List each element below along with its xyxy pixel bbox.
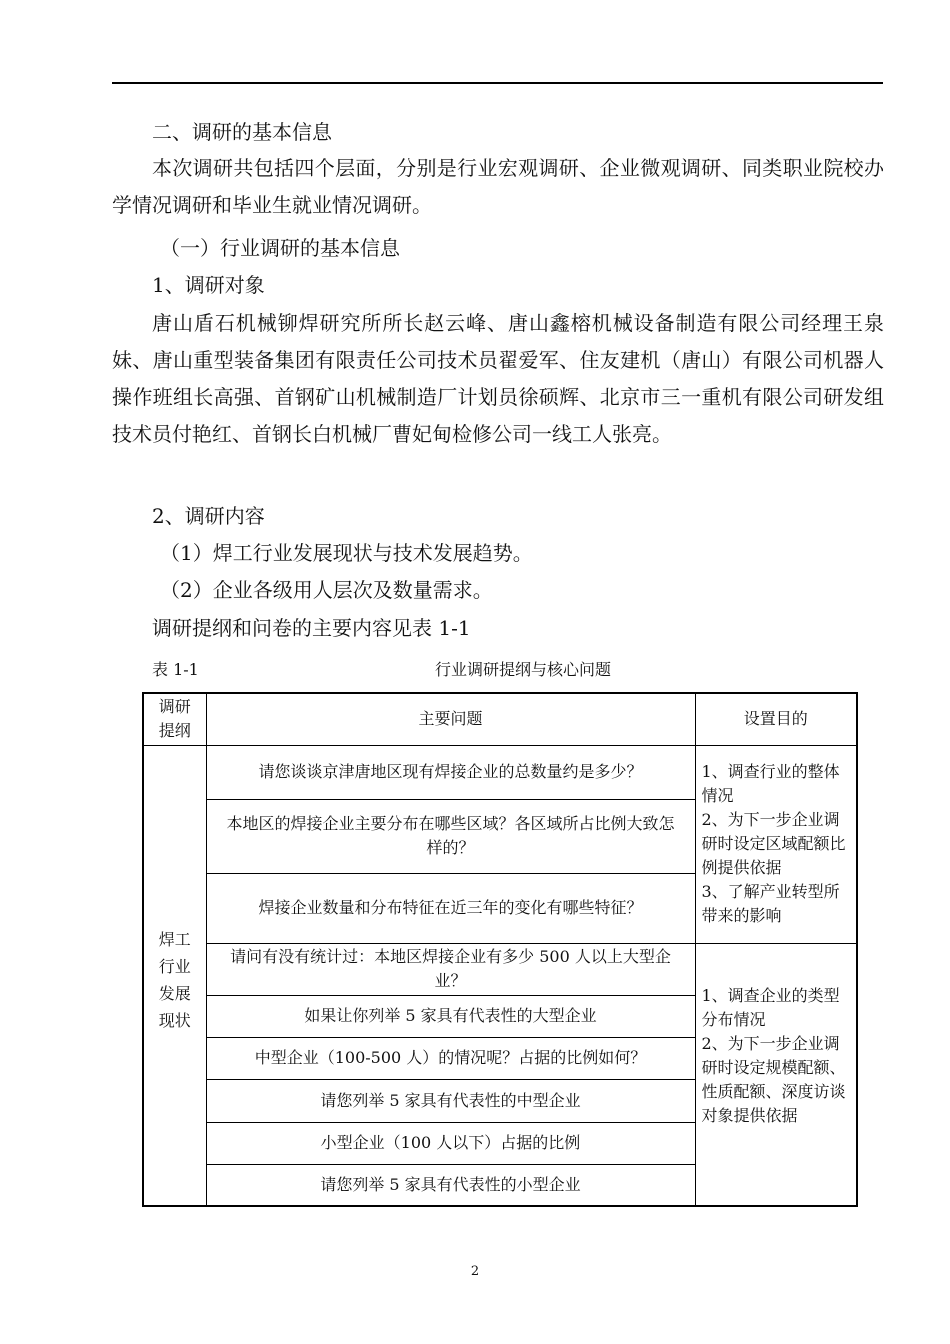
- section-heading: 二、调研的基本信息: [152, 120, 332, 144]
- page-number: 2: [470, 1264, 480, 1279]
- question-cell: 如果让你列举 5 家具有代表性的大型企业: [206, 995, 695, 1037]
- table-row: [143, 943, 857, 995]
- outline-table: [142, 692, 858, 1207]
- outline-category-cell: 焊工行业发展现状: [143, 745, 206, 1206]
- item1-heading: 1、调研对象: [152, 273, 265, 297]
- subsection-heading: （一）行业调研的基本信息: [160, 236, 400, 260]
- question-cell: 小型企业（100 人以下）占据的比例: [206, 1122, 695, 1164]
- header-purpose: 设置目的: [695, 693, 857, 745]
- table-number: 表 1-1: [152, 660, 199, 679]
- intro-paragraph: 本次调研共包括四个层面，分别是行业宏观调研、企业微观调研、同类职业院校办学情况调研和毕业生就业情况调研。: [112, 156, 884, 217]
- purpose-cell-2: 1、调查企业的类型分布情况 2、为下一步企业调研时设定规模配额、性质配额、深度访谈对象提供依据: [695, 943, 857, 1206]
- question-cell: 请您谈谈京津唐地区现有焊接企业的总数量约是多少？: [206, 745, 695, 799]
- header-outline: 调研提纲: [143, 693, 206, 745]
- question-cell: 焊接企业数量和分布特征在近三年的变化有哪些特征？: [206, 873, 695, 943]
- question-cell: 中型企业（100-500 人）的情况呢？占据的比例如何？: [206, 1037, 695, 1079]
- table-reference: 调研提纲和问卷的主要内容见表 1-1: [152, 616, 471, 640]
- question-cell: 本地区的焊接企业主要分布在哪些区域？各区域所占比例大致怎样的？: [206, 799, 695, 873]
- content-point-2: （2）企业各级用人层次及数量需求。: [160, 578, 493, 602]
- purpose-cell-1: 1、调查行业的整体情况 2、为下一步企业调研时设定区域配额比例提供依据 3、了解产业转型所带来的影响: [695, 745, 857, 943]
- header-rule: [112, 82, 883, 84]
- content-point-1: （1）焊工行业发展现状与技术发展趋势。: [160, 541, 533, 565]
- question-cell: 请您列举 5 家具有代表性的小型企业: [206, 1164, 695, 1206]
- question-cell: 请您列举 5 家具有代表性的中型企业: [206, 1079, 695, 1122]
- item2-heading: 2、调研内容: [152, 504, 265, 528]
- question-cell: 请问有没有统计过：本地区焊接企业有多少 500 人以上大型企业？: [206, 943, 695, 995]
- table-header-row: [143, 693, 857, 745]
- table-title: 行业调研提纲与核心问题: [435, 660, 612, 679]
- table-row: [143, 745, 857, 799]
- header-question: 主要问题: [206, 693, 695, 745]
- item1-paragraph: 唐山盾石机械铆焊研究所所长赵云峰、唐山鑫榕机械设备制造有限公司经理王泉妹、唐山重型装备集团有限责任公司技术员翟爱军、住友建机（唐山）有限公司机器人操作班组长高强、首钢矿山机械制造厂计划员徐硕辉、北京市三一重机有限公司研发组技术员付艳红、首钢长白机械厂曹妃甸检修公司一线工人张亮。: [112, 311, 884, 446]
